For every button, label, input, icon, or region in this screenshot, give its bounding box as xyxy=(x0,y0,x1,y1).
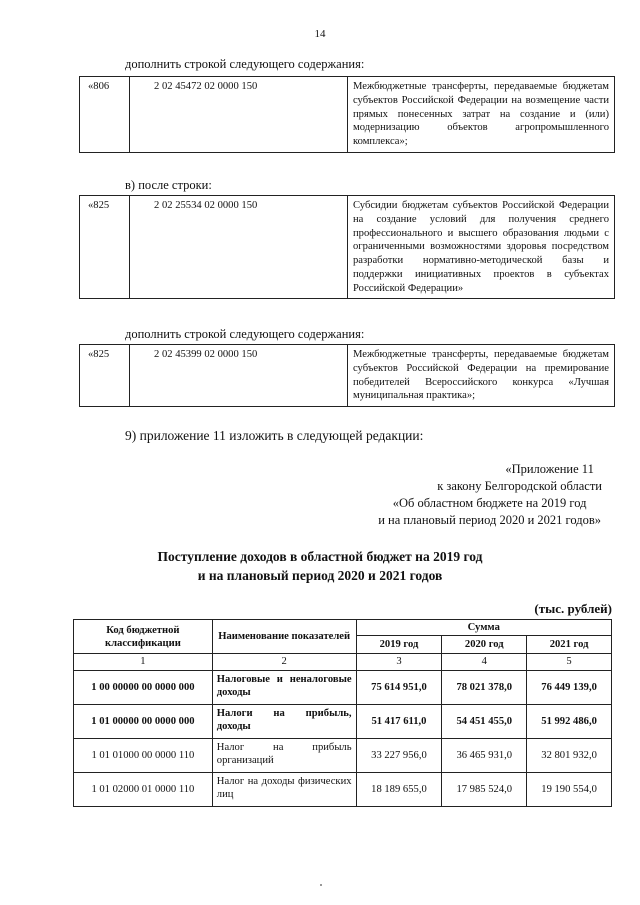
column-number: 2 xyxy=(212,654,356,670)
header-2020: 2020 год xyxy=(442,636,527,654)
appendix-header xyxy=(377,461,602,529)
row-name: Налог на доходы физических лиц xyxy=(212,772,356,806)
header-2019: 2019 год xyxy=(356,636,442,654)
row-name: Налоги на прибыль, доходы xyxy=(212,704,356,738)
column-number: 5 xyxy=(527,654,612,670)
column-number-row xyxy=(74,654,612,670)
amendment-row xyxy=(80,196,615,299)
appendix-line-3: «Об областном бюджете на 2019 год xyxy=(392,495,587,510)
row-value-2020: 17 985 524,0 xyxy=(442,772,527,806)
appendix-line-4: и на плановый период 2020 и 2021 годов» xyxy=(378,512,601,527)
row-code: 1 01 02000 01 0000 110 xyxy=(74,772,213,806)
row-code: 1 01 01000 00 0000 110 xyxy=(74,738,213,772)
title-line-1: Поступление доходов в областной бюджет на 2019 год xyxy=(157,549,483,564)
table-header-row xyxy=(74,620,612,636)
classification-code-cell: 2 02 45399 02 0000 150 xyxy=(130,345,348,407)
amendment-table-1 xyxy=(79,76,615,153)
admin-code-cell: «825 xyxy=(80,345,130,407)
amendment-intro-3: дополнить строкой следующего содержания: xyxy=(125,327,365,341)
document-title xyxy=(0,548,640,586)
row-code: 1 00 00000 00 0000 000 xyxy=(74,670,213,704)
appendix-line-2: к закону Белгородской области xyxy=(437,478,602,493)
header-name: Наименование показателей xyxy=(212,620,356,654)
row-value-2019: 18 189 655,0 xyxy=(356,772,442,806)
classification-code-cell: 2 02 25534 02 0000 150 xyxy=(130,196,348,299)
header-2021: 2021 год xyxy=(527,636,612,654)
amendment-table-2 xyxy=(79,195,615,299)
admin-code-cell: «806 xyxy=(80,77,130,153)
header-sum: Сумма xyxy=(356,620,611,636)
amendment-intro-1: дополнить строкой следующего содержания: xyxy=(125,57,365,71)
row-value-2020: 36 465 931,0 xyxy=(442,738,527,772)
scan-speck xyxy=(320,884,322,886)
row-name: Налоговые и неналоговые доходы xyxy=(212,670,356,704)
description-cell: Межбюджетные трансферты, передаваемые бюджетам субъектов Российской Федерации на премирование победителей Всероссийского конкурса «Лучшая муниципальная практика»; xyxy=(348,345,615,407)
amendment-table-3 xyxy=(79,344,615,407)
appendix-line-1: «Приложение 11 xyxy=(505,462,594,476)
table-row xyxy=(74,772,612,806)
row-value-2019: 33 227 956,0 xyxy=(356,738,442,772)
header-code: Код бюджетной классификации xyxy=(74,620,213,654)
row-value-2021: 51 992 486,0 xyxy=(527,704,612,738)
row-name: Налог на прибыль организаций xyxy=(212,738,356,772)
description-cell: Субсидии бюджетам субъектов Российской Федерации на создание условий для получения среднего профессионального и высшего образования людьми с ограниченными возможностями здоровья посредством разработки нормативно-методической базы и поддержки инициативных проектов в субъектах Российской Федерации» xyxy=(348,196,615,299)
row-code: 1 01 00000 00 0000 000 xyxy=(74,704,213,738)
revenue-table xyxy=(73,619,612,807)
row-value-2021: 76 449 139,0 xyxy=(527,670,612,704)
column-number: 4 xyxy=(442,654,527,670)
row-value-2020: 54 451 455,0 xyxy=(442,704,527,738)
page-number: 14 xyxy=(314,28,326,40)
description-cell: Межбюджетные трансферты, передаваемые бюджетам субъектов Российской Федерации на возмещение части прямых понесенных затрат на создание и (или) модернизацию объектов агропромышленного комплекса»; xyxy=(348,77,615,153)
amendment-row xyxy=(80,77,615,153)
units-label: (тыс. рублей) xyxy=(534,601,612,616)
amendment-row xyxy=(80,345,615,407)
table-row xyxy=(74,704,612,738)
row-value-2020: 78 021 378,0 xyxy=(442,670,527,704)
table-row xyxy=(74,670,612,704)
classification-code-cell: 2 02 45472 02 0000 150 xyxy=(130,77,348,153)
row-value-2021: 19 190 554,0 xyxy=(527,772,612,806)
row-value-2021: 32 801 932,0 xyxy=(527,738,612,772)
table-row xyxy=(74,738,612,772)
column-number: 3 xyxy=(356,654,442,670)
row-value-2019: 51 417 611,0 xyxy=(356,704,442,738)
item-9-text: 9) приложение 11 изложить в следующей редакции: xyxy=(125,428,424,443)
amendment-intro-2: в) после строки: xyxy=(125,178,212,192)
title-line-2: и на плановый период 2020 и 2021 годов xyxy=(197,567,443,583)
row-value-2019: 75 614 951,0 xyxy=(356,670,442,704)
admin-code-cell: «825 xyxy=(80,196,130,299)
column-number: 1 xyxy=(74,654,213,670)
